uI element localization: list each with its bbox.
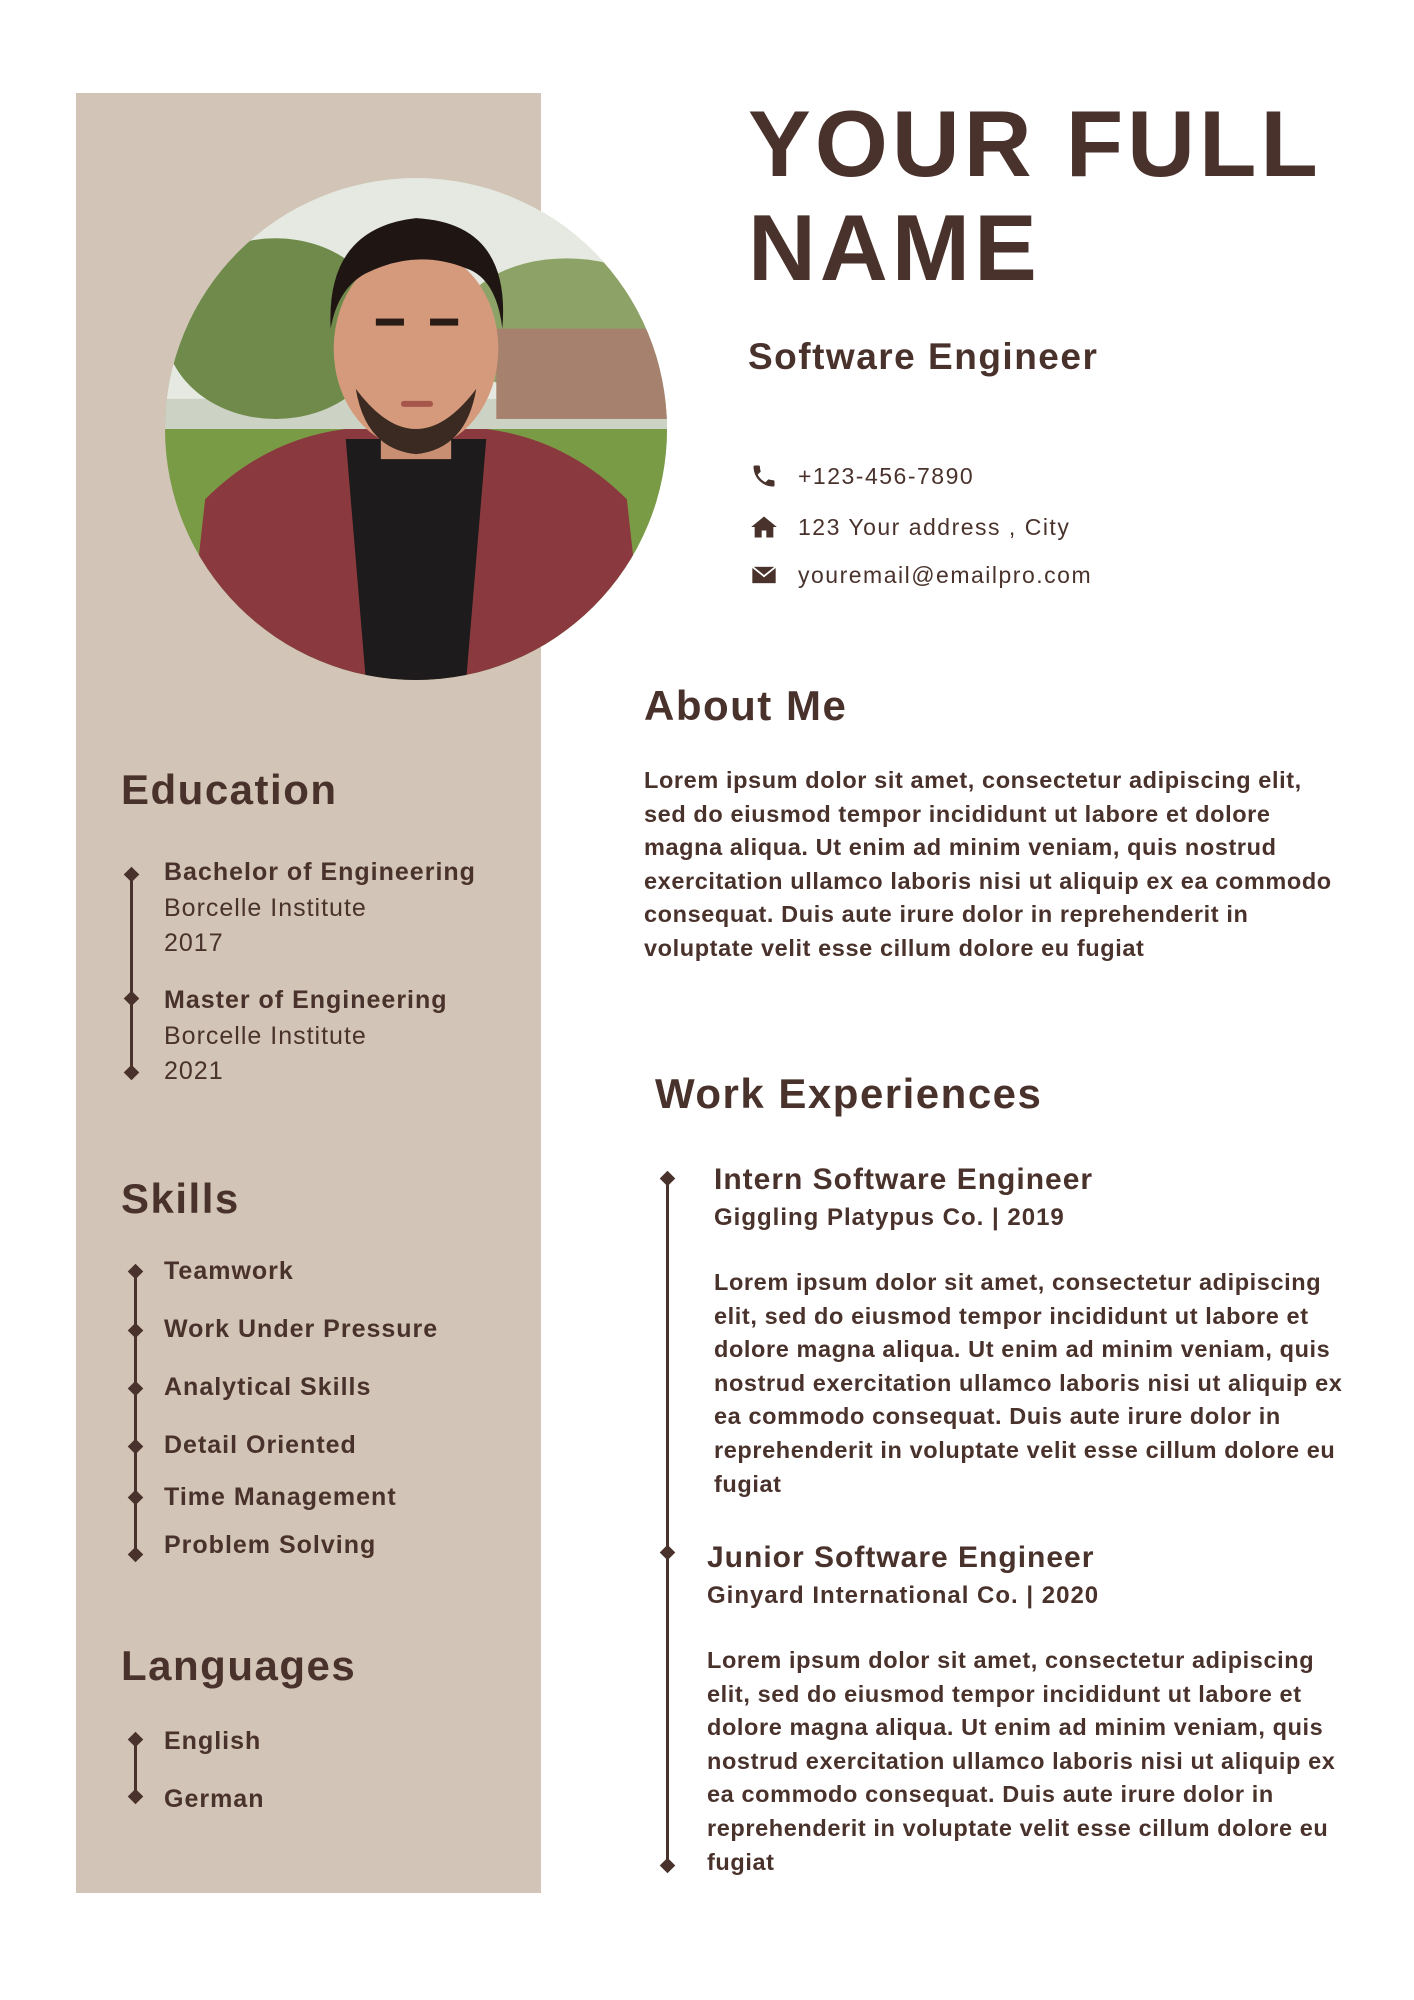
envelope-icon	[750, 561, 778, 589]
school-name: Borcelle Institute	[164, 1021, 367, 1050]
job-role: Software Engineer	[748, 336, 1099, 377]
language-item: German	[164, 1785, 265, 1813]
degree-name: Master of Engineering	[164, 986, 448, 1014]
timeline-marker	[660, 1171, 676, 1187]
about-text: Lorem ipsum dolor sit amet, consectetur adipiscing elit, sed do eiusmod tempor incididunt ut labore et dolore magna aliqua. Ut enim ad minim veniam, quis nostrud exercitation ullamco laboris nisi ut aliquip ex ea commodo consequat. Duis aute irure dolor in reprehenderit in voluptate velit esse cillum dolore eu fugiat	[644, 767, 1332, 961]
timeline-marker	[660, 1545, 676, 1561]
job-description: Lorem ipsum dolor sit amet, consectetur adipiscing elit, sed do eiusmod tempor incididunt ut labore et dolore magna aliqua. Ut enim ad minim veniam, quis nostrud exercitation ullamco laboris nisi ut aliquip ex ea commodo consequat. Duis aute irure dolor in reprehenderit in voluptate velit esse cillum dolore eu fugiat	[707, 1647, 1336, 1875]
skills-timeline	[134, 1274, 137, 1556]
job-title: Intern Software Engineer	[714, 1163, 1094, 1196]
education-item	[164, 855, 476, 962]
skill-item: Problem Solving	[164, 1531, 377, 1559]
work-timeline	[666, 1180, 669, 1866]
education-item	[164, 983, 448, 1090]
school-name: Borcelle Institute	[164, 893, 367, 922]
skill-item: Time Management	[164, 1483, 397, 1511]
full-name: YOUR FULL NAME	[748, 91, 1321, 300]
timeline-marker	[660, 1858, 676, 1874]
languages-heading: Languages	[121, 1642, 357, 1689]
phone-text: +123-456-7890	[798, 462, 975, 489]
graduation-year: 2021	[164, 1057, 224, 1085]
contact-address	[750, 513, 1070, 541]
about-heading: About Me	[644, 682, 848, 729]
skill-item: Detail Oriented	[164, 1431, 357, 1459]
education-heading: Education	[121, 766, 338, 813]
job-company: Giggling Platypus Co. | 2019	[714, 1204, 1065, 1231]
email-text: youremail@emailpro.com	[798, 561, 1093, 588]
language-item: English	[164, 1727, 262, 1755]
profile-photo	[165, 178, 667, 680]
contact-phone	[750, 462, 974, 490]
degree-name: Bachelor of Engineering	[164, 858, 476, 886]
address-text: 123 Your address , City	[798, 513, 1071, 540]
contact-email	[750, 561, 1092, 589]
job-description: Lorem ipsum dolor sit amet, consectetur adipiscing elit, sed do eiusmod tempor incididunt ut labore et dolore magna aliqua. Ut enim ad minim veniam, quis nostrud exercitation ullamco laboris nisi ut aliquip ex ea commodo consequat. Duis aute irure dolor in reprehenderit in voluptate velit esse cillum dolore eu fugiat	[714, 1269, 1343, 1497]
skills-heading: Skills	[121, 1175, 240, 1222]
skill-item: Analytical Skills	[164, 1373, 372, 1401]
skill-item: Work Under Pressure	[164, 1315, 439, 1343]
phone-icon	[750, 462, 778, 490]
graduation-year: 2017	[164, 929, 224, 957]
job-title: Junior Software Engineer	[707, 1541, 1095, 1574]
education-timeline	[130, 876, 133, 1074]
skill-item: Teamwork	[164, 1257, 294, 1285]
home-icon	[750, 513, 778, 541]
work-heading: Work Experiences	[655, 1070, 1043, 1117]
job-company: Ginyard International Co. | 2020	[707, 1582, 1100, 1609]
